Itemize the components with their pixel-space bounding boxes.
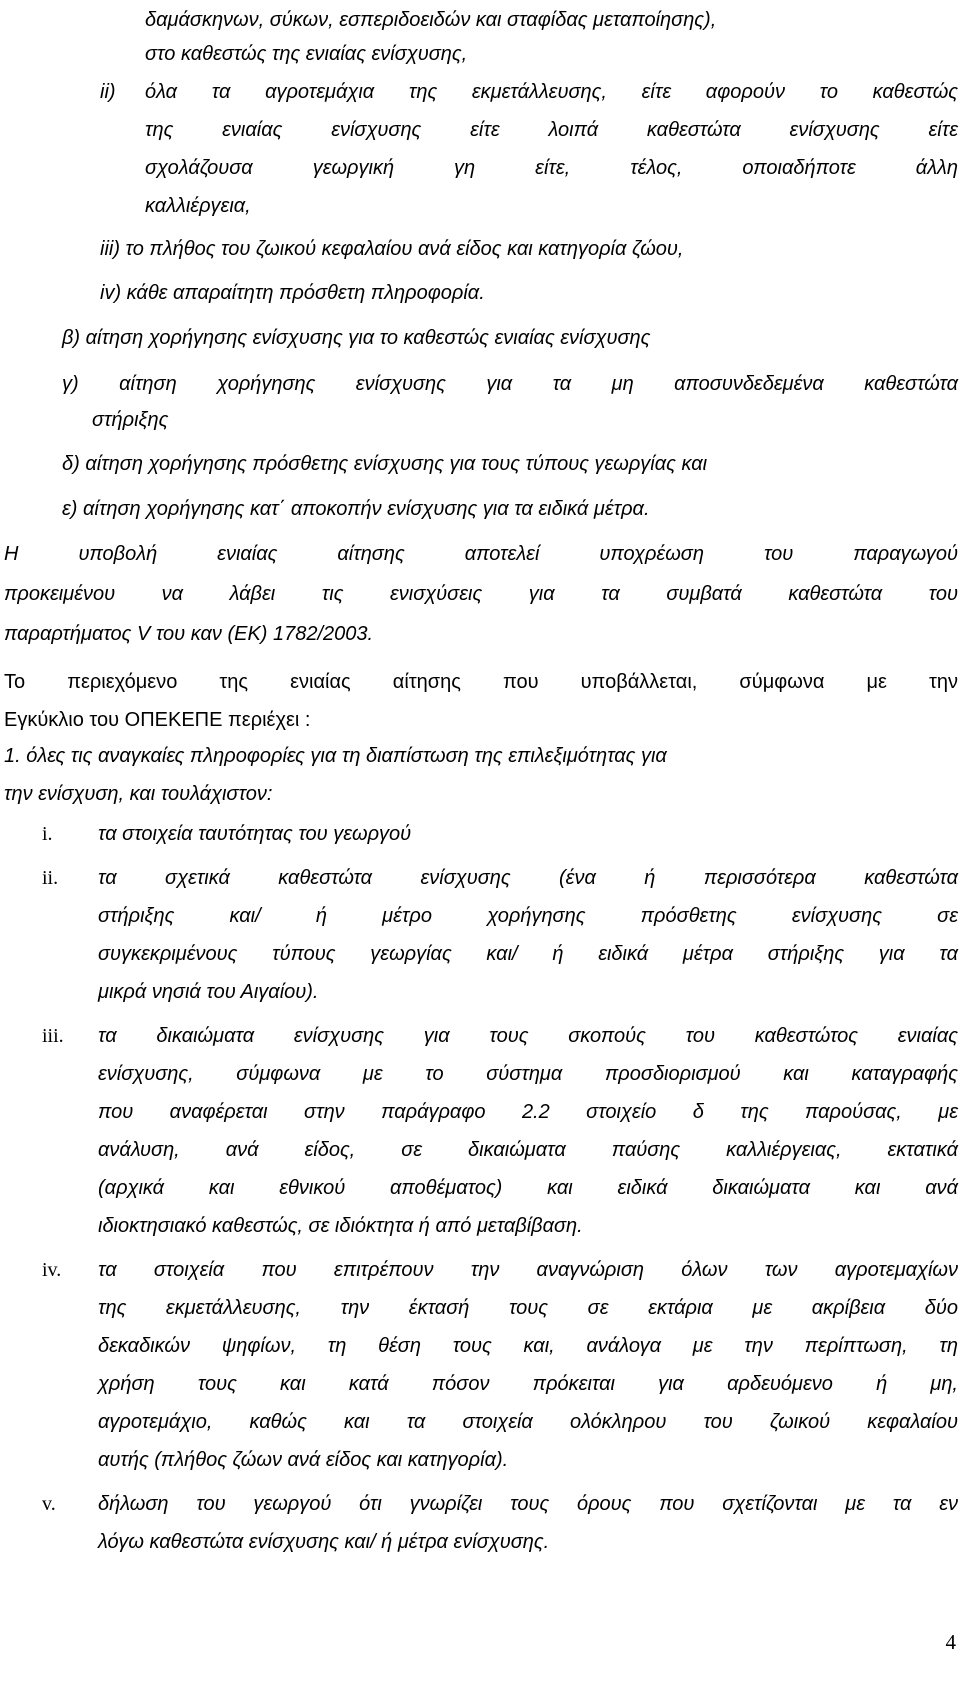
text-line: καλλιέργεια, [145, 195, 251, 217]
list-item-text: ιδιοκτησιακό καθεστώς, σε ιδιόκτητα ή από μεταβίβαση. [98, 1215, 583, 1237]
list-item: iv) κάθε απαραίτητη πρόσθετη πληροφορία. [100, 282, 485, 304]
roman-numeral: v. [42, 1493, 56, 1515]
paragraph-line: Το περιεχόμενο της ενιαίας αίτησης που υποβάλλεται, σύμφωνα με την [4, 671, 958, 693]
paragraph-line: παραρτήματος V του καν (ΕΚ) 1782/2003. [4, 623, 374, 645]
paragraph-line: Εγκύκλιο του ΟΠΕΚΕΠΕ περιέχει : [4, 709, 311, 731]
list-item-text: λόγω καθεστώτα ενίσχυσης και/ ή μέτρα ενίσχυσης. [98, 1531, 550, 1553]
list-item-text: αγροτεμάχιο, καθώς και τα στοιχεία ολόκληρου του ζωικού κεφαλαίου [98, 1411, 958, 1433]
page-number: 4 [945, 1630, 956, 1654]
text-line: στο καθεστώς της ενιαίας ενίσχυσης, [145, 43, 468, 65]
list-item-text: ανάλυση, ανά είδος, σε δικαιώματα παύσης καλλιέργειας, εκτατικά [98, 1139, 958, 1161]
list-item-text: χρήση τους και κατά πόσον πρόκειται για αρδευόμενο ή μη, [98, 1373, 958, 1395]
list-item-text: τα σχετικά καθεστώτα ενίσχυσης (ένα ή περισσότερα καθεστώτα [98, 867, 958, 889]
list-item: γ) αίτηση χορήγησης ενίσχυσης για τα μη αποσυνδεδεμένα καθεστώτα [62, 373, 958, 395]
list-item-text: που αναφέρεται στην παράγραφο 2.2 στοιχείο δ της παρούσας, με [98, 1101, 958, 1123]
text-line: όλα τα αγροτεμάχια της εκμετάλλευσης, είτε αφορούν το καθεστώς [145, 81, 958, 103]
list-item: δ) αίτηση χορήγησης πρόσθετης ενίσχυσης για τους τύπους γεωργίας και [62, 453, 708, 475]
list-item-text: τα στοιχεία που επιτρέπουν την αναγνώριση όλων των αγροτεμαχίων [98, 1259, 958, 1281]
roman-numeral: iii. [42, 1025, 64, 1047]
list-item-text: μικρά νησιά του Αιγαίου). [98, 981, 319, 1003]
paragraph-line: Η υποβολή ενιαίας αίτησης αποτελεί υποχρέωση του παραγωγού [4, 543, 958, 565]
roman-numeral: i. [42, 823, 53, 845]
list-item-text: δεκαδικών ψηφίων, τη θέση τους και, ανάλογα με την περίπτωση, τη [98, 1335, 958, 1357]
list-item: iii) το πλήθος του ζωικού κεφαλαίου ανά είδος και κατηγορία ζώου, [100, 238, 684, 260]
list-item-text: τα στοιχεία ταυτότητας του γεωργού [98, 823, 412, 845]
roman-numeral: iv. [42, 1259, 62, 1281]
roman-numeral: ii. [42, 867, 59, 889]
list-item-text: (αρχικά και εθνικού αποθέματος) και ειδικά δικαιώματα και ανά [98, 1177, 958, 1199]
list-item-text: στήριξης και/ ή μέτρο χορήγησης πρόσθετης ενίσχυσης σε [98, 905, 958, 927]
list-item: ε) αίτηση χορήγησης κατ΄ αποκοπήν ενίσχυσης για τα ειδικά μέτρα. [62, 498, 650, 520]
text-line: δαμάσκηνων, σύκων, εσπεριδοειδών και σταφίδας μεταποίησης), [145, 9, 717, 31]
list-item-text: ενίσχυσης, σύμφωνα με το σύστημα προσδιορισμού και καταγραφής [98, 1063, 958, 1085]
text-line: σχολάζουσα γεωργική γη είτε, τέλος, οποιαδήποτε άλλη [145, 157, 958, 179]
list-item: β) αίτηση χορήγησης ενίσχυσης για το καθεστώς ενιαίας ενίσχυσης [62, 327, 651, 349]
list-item-text: τα δικαιώματα ενίσχυσης για τους σκοπούς του καθεστώτος ενιαίας [98, 1025, 958, 1047]
text-line: στήριξης [92, 409, 169, 431]
paragraph-line: προκειμένου να λάβει τις ενισχύσεις για τα συμβατά καθεστώτα του [4, 583, 958, 605]
list-item-text: δήλωση του γεωργού ότι γνωρίζει τους όρους που σχετίζονται με τα εν [98, 1493, 958, 1515]
text-line: της ενιαίας ενίσχυσης είτε λοιπά καθεστώτα ενίσχυσης είτε [145, 119, 958, 141]
text-line: την ενίσχυση, και τουλάχιστον: [4, 783, 273, 805]
list-item-text: της εκμετάλλευσης, την έκτασή τους σε εκτάρια με ακρίβεια δύο [98, 1297, 958, 1319]
numbered-point: 1. όλες τις αναγκαίες πληροφορίες για τη διαπίστωση της επιλεξιμότητας για [4, 745, 667, 767]
list-label: ii) [100, 81, 116, 103]
list-item-text: συγκεκριμένους τύπους γεωργίας και/ ή ειδικά μέτρα στήριξης για τα [98, 943, 958, 965]
list-item-text: αυτής (πλήθος ζώων ανά είδος και κατηγορία). [98, 1449, 509, 1471]
